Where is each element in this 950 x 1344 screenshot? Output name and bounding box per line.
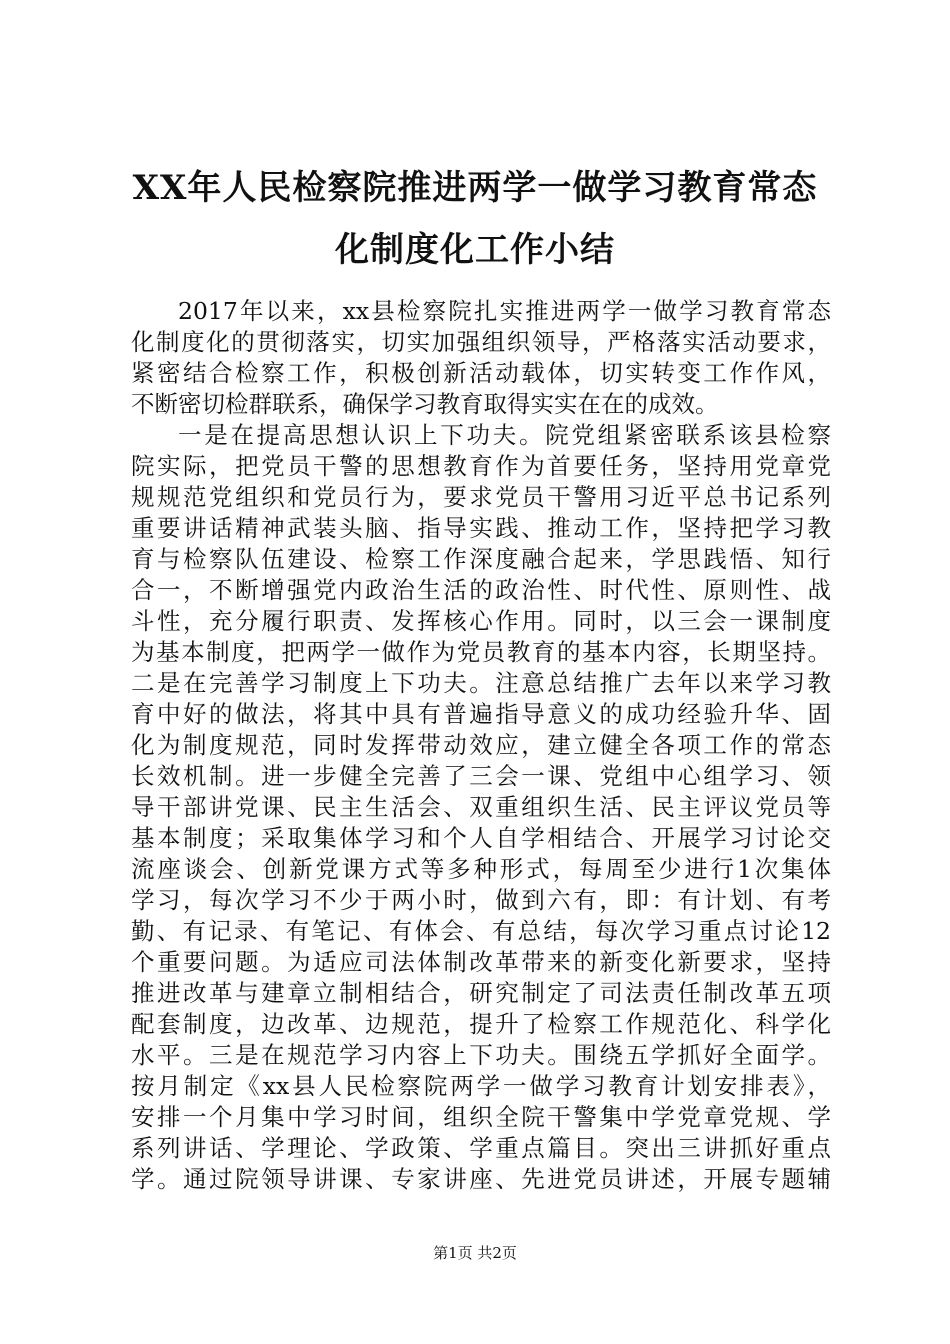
paragraph-line: 规规范党组织和党员行为，要求党员干警用习近平总书记系列 bbox=[131, 483, 831, 511]
paragraph-line: 配套制度，边改革、边规范，提升了检察工作规范化、科学化 bbox=[131, 1010, 831, 1038]
paragraph-line: 一是在提高思想认识上下功夫。院党组紧密联系该县检察 bbox=[178, 421, 831, 449]
paragraph-line: 按月制定《xx县人民检察院两学一做学习教育计划安排表》， bbox=[131, 1072, 831, 1100]
paragraph-line: 学习，每次学习不少于两小时，做到六有，即：有计划、有考 bbox=[131, 886, 831, 914]
paragraph-line: 育与检察队伍建设、检察工作深度融合起来，学思践悟、知行 bbox=[131, 545, 831, 573]
paragraph-line: 推进改革与建章立制相结合，研究制定了司法责任制改革五项 bbox=[131, 979, 831, 1007]
paragraph-line: 二是在完善学习制度上下功夫。注意总结推广去年以来学习教 bbox=[131, 669, 831, 697]
document-title-line-2: 化制度化工作小结 bbox=[335, 230, 615, 270]
page-number-footer: 第1页 共2页 bbox=[433, 1244, 517, 1262]
document-title-line-1: XX年人民检察院推进两学一做学习教育常态 bbox=[132, 168, 818, 208]
paragraph-line: 2017年以来，xx县检察院扎实推进两学一做学习教育常态 bbox=[178, 297, 831, 325]
paragraph-line: 水平。三是在规范学习内容上下功夫。围绕五学抓好全面学。 bbox=[131, 1041, 831, 1069]
paragraph-line: 院实际，把党员干警的思想教育作为首要任务，坚持用党章党 bbox=[131, 452, 831, 480]
paragraph-line: 重要讲话精神武装头脑、指导实践、推动工作，坚持把学习教 bbox=[131, 514, 831, 542]
paragraph-line: 个重要问题。为适应司法体制改革带来的新变化新要求，坚持 bbox=[131, 948, 831, 976]
paragraph-line: 安排一个月集中学习时间，组织全院干警集中学党章党规、学 bbox=[131, 1103, 831, 1131]
paragraph-line: 勤、有记录、有笔记、有体会、有总结，每次学习重点讨论12 bbox=[131, 917, 831, 945]
paragraph-line: 导干部讲党课、民主生活会、双重组织生活、民主评议党员等 bbox=[131, 793, 831, 821]
paragraph-line: 长效机制。进一步健全完善了三会一课、党组中心组学习、领 bbox=[131, 762, 831, 790]
paragraph-line: 育中好的做法，将其中具有普遍指导意义的成功经验升华、固 bbox=[131, 700, 831, 728]
paragraph-line: 斗性，充分履行职责、发挥核心作用。同时，以三会一课制度 bbox=[131, 607, 831, 635]
paragraph-line: 紧密结合检察工作，积极创新活动载体，切实转变工作作风， bbox=[131, 359, 831, 387]
paragraph-line: 不断密切检群联系，确保学习教育取得实实在在的成效。 bbox=[131, 390, 719, 418]
paragraph-line: 系列讲话、学理论、学政策、学重点篇目。突出三讲抓好重点 bbox=[131, 1134, 831, 1162]
paragraph-line: 化制度化的贯彻落实，切实加强组织领导，严格落实活动要求， bbox=[131, 328, 831, 356]
paragraph-line: 基本制度；采取集体学习和个人自学相结合、开展学习讨论交 bbox=[131, 824, 831, 852]
paragraph-line: 为基本制度，把两学一做作为党员教育的基本内容，长期坚持。 bbox=[131, 638, 831, 666]
paragraph-line: 化为制度规范，同时发挥带动效应，建立健全各项工作的常态 bbox=[131, 731, 831, 759]
paragraph-line: 流座谈会、创新党课方式等多种形式，每周至少进行1次集体 bbox=[131, 855, 831, 883]
paragraph-line: 学。通过院领导讲课、专家讲座、先进党员讲述，开展专题辅 bbox=[131, 1165, 831, 1193]
paragraph-line: 合一，不断增强党内政治生活的政治性、时代性、原则性、战 bbox=[131, 576, 831, 604]
